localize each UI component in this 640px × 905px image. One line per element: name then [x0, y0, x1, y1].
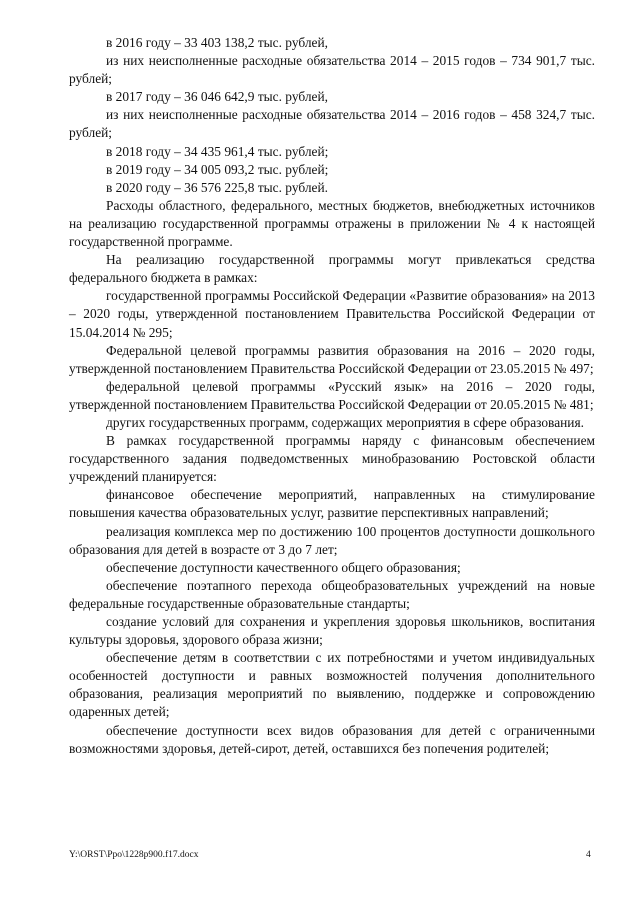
paragraph-federal-funding-intro: На реализацию государственной программы могут привлекаться средства федерального бюджета в рамках: [69, 252, 595, 286]
paragraph-russian-language-program: федеральной целевой программы «Русский язык» на 2016 – 2020 годы, утвержденной постановлением Правительства Российской Федерации от 20.05.2015 № 481; [69, 378, 595, 412]
paragraph-budget-2019: в 2019 году – 34 005 093,2 тыс. рублей; [106, 161, 329, 177]
paragraph-financial-support: финансовое обеспечение мероприятий, направленных на стимулирование повышения качества образовательных услуг, развитие перспективных направлений; [69, 487, 595, 521]
footer-page-number: 4 [586, 850, 591, 860]
paragraph-budget-2017: в 2017 году – 36 046 642,9 тыс. рублей, [106, 89, 328, 105]
paragraph-obligations-2014-2015: из них неисполненные расходные обязательства 2014 – 2015 годов – 734 901,7 тыс. рублей; [69, 53, 595, 87]
paragraph-budget-2020: в 2020 году – 36 576 225,8 тыс. рублей. [106, 179, 328, 195]
paragraph-budget-2018: в 2018 году – 34 435 961,4 тыс. рублей; [106, 143, 329, 159]
paragraph-expenses-appendix: Расходы областного, федерального, местных бюджетов, внебюджетных источников на реализацию государственной программы отражены в приложении № 4 к настоящей государственной программе. [69, 197, 595, 250]
paragraph-obligations-2014-2016: из них неисполненные расходные обязательства 2014 – 2016 годов – 458 324,7 тыс. рублей; [69, 107, 595, 141]
paragraph-preschool-access: реализация комплекса мер по достижению 100 процентов доступности дошкольного образования для детей в возрасте от 3 до 7 лет; [69, 523, 595, 557]
paragraph-health-conditions: создание условий для сохранения и укрепления здоровья школьников, воспитания культуры здоровья, здорового образа жизни; [69, 614, 595, 648]
paragraph-state-program-education: государственной программы Российской Федерации «Развитие образования» на 2013 – 2020 годы, утвержденной постановлением Правительства Российской Федерации от 15.04.2014 № 295; [69, 288, 595, 340]
paragraph-other-programs: других государственных программ, содержащих мероприятия в сфере образования. [106, 414, 584, 430]
footer-file-path: Y:\ORST\Ppo\1228p900.f17.docx [69, 850, 199, 860]
document-body [69, 34, 595, 758]
paragraph-budget-2016: в 2016 году – 33 403 138,2 тыс. рублей, [106, 35, 328, 50]
paragraph-general-education-access: обеспечение доступности качественного общего образования; [106, 559, 461, 575]
paragraph-planned-measures-intro: В рамках государственной программы наряду с финансовым обеспечением государственного задания подведомственных минобразованию Ростовской области учреждений планируется: [69, 433, 595, 485]
paragraph-fgos-transition: обеспечение поэтапного перехода общеобразовательных учреждений на новые федеральные государственные образовательные стандарты; [69, 577, 595, 611]
paragraph-federal-target-program: Федеральной целевой программы развития образования на 2016 – 2020 годы, утвержденной постановлением Правительства Российской Федерации от 23.05.2015 № 497; [69, 342, 595, 376]
paragraph-special-needs-access: обеспечение доступности всех видов образования для детей с ограниченными возможностями здоровья, детей-сирот, детей, оставшихся без попечения родителей; [69, 722, 595, 756]
paragraph-additional-education: обеспечение детям в соответствии с их потребностями и учетом индивидуальных особенностей доступности и равных возможностей получения дополнительного образования, реализация мероприятий по выявлению, поддержке и сопровождению одаренных детей; [69, 650, 595, 720]
